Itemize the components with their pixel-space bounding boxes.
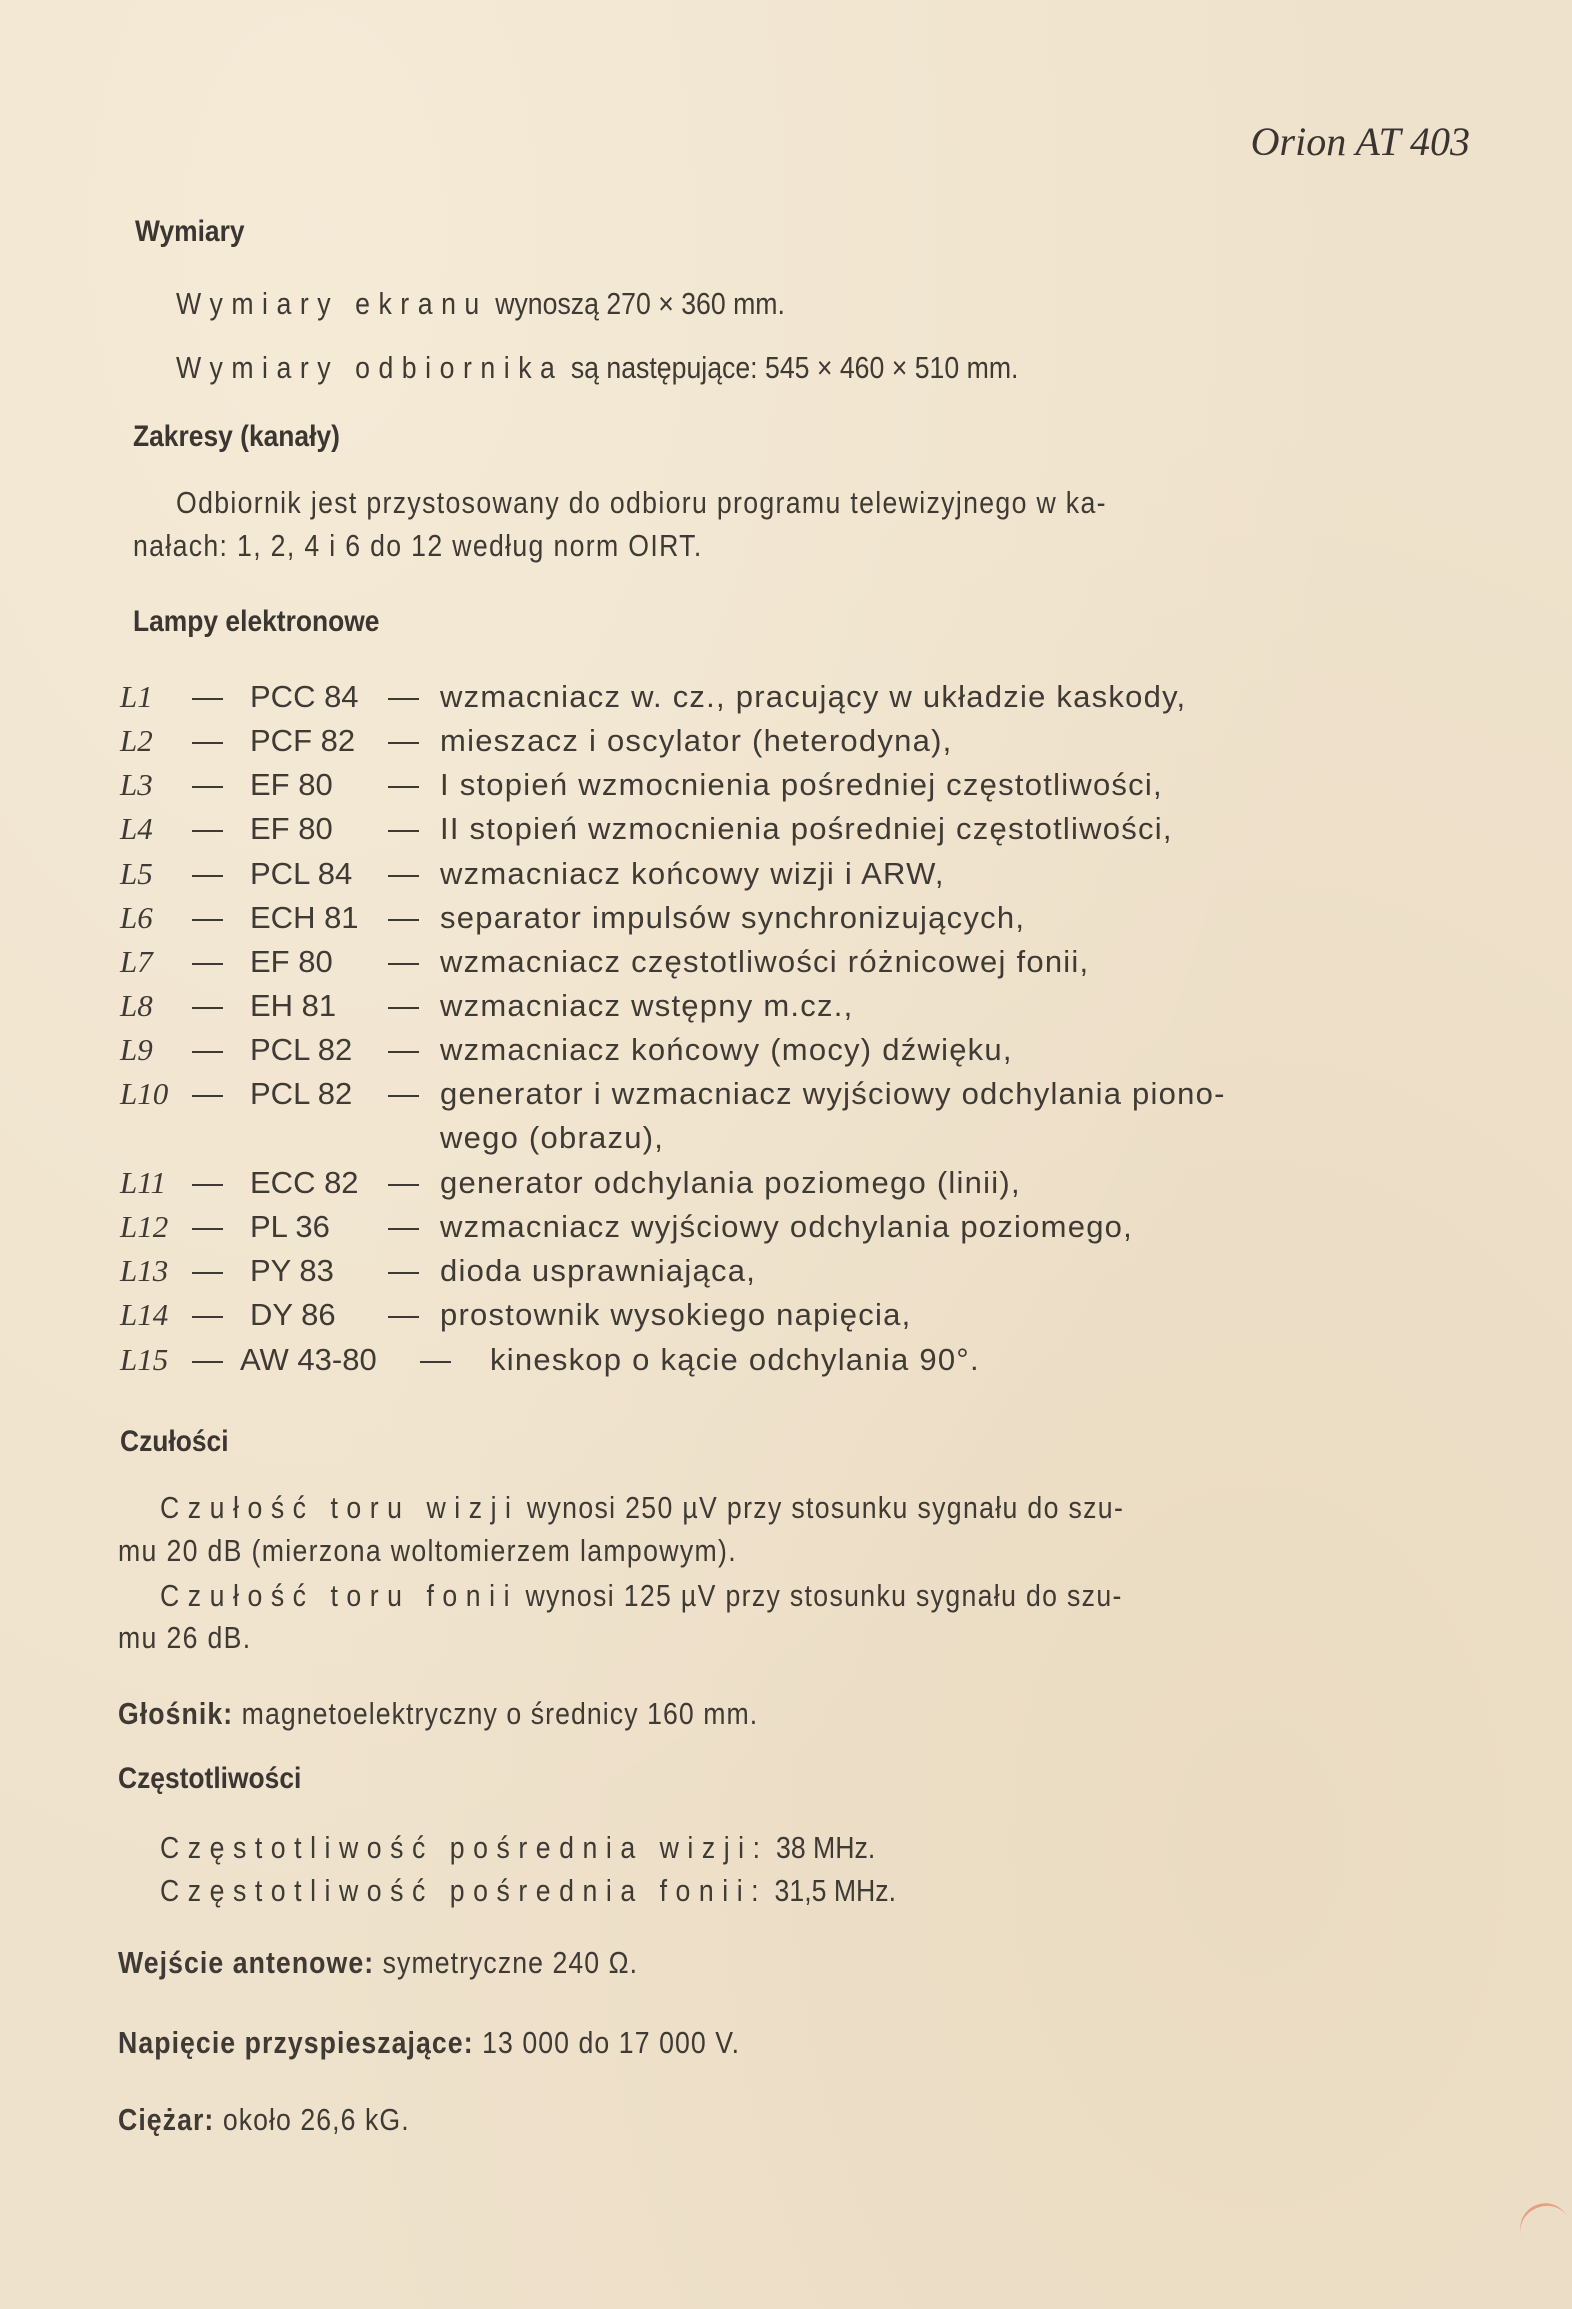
dash: — [192,1342,223,1377]
receiver-dimensions-line [176,350,1018,386]
tube-function: wzmacniacz końcowy (mocy) dźwięku, [440,1032,1013,1067]
speaker-line [118,1696,758,1732]
dash: — [192,723,223,758]
field-value: magnetoelektryczny o średnicy 160 mm. [241,1696,759,1731]
section-heading-wymiary: Wymiary [135,215,245,248]
section-heading-lampy: Lampy elektronowe [133,605,380,638]
if-audio-line [160,1873,896,1909]
tube-id: L6 [120,900,153,935]
tube-type: PCC 84 [250,679,359,714]
tube-function: generator odchylania poziomego (linii), [440,1165,1021,1200]
field-label: Wejście antenowe: [118,1945,375,1980]
tube-type: PCL 84 [250,856,353,891]
spaced-label: Czułość toru wizji [160,1490,520,1525]
dash: — [388,1165,419,1200]
tube-function: wzmacniacz częstotliwości różnicowej fonii, [440,944,1090,979]
dash: — [192,679,223,714]
field-value: około 26,6 kG. [222,2102,410,2137]
dash: — [388,988,419,1023]
tube-id: L1 [120,679,153,714]
tube-id: L5 [120,856,153,891]
screen-dimensions-line [176,286,785,322]
field-label: Ciężar: [118,2102,215,2137]
section-heading-czestotliwosci: Częstotliwości [118,1762,302,1795]
tube-type: ECH 81 [250,900,359,935]
dash: — [388,811,419,846]
tube-function: II stopień wzmocnienia pośredniej częstotliwości, [440,811,1173,846]
dash: — [388,856,419,891]
dash: — [388,1209,419,1244]
tube-function: dioda usprawniająca, [440,1253,757,1288]
tube-id: L2 [120,723,153,758]
dash: — [192,767,223,802]
field-value: 38 MHz. [775,1830,876,1865]
tube-function: mieszacz i oscylator (heterodyna), [440,723,953,758]
antenna-input-line [118,1945,638,1981]
field-value: symetryczne 240 Ω. [382,1945,639,1980]
tube-id: L12 [120,1209,169,1244]
line-text: wynoszą 270 × 360 mm. [495,286,785,321]
spaced-label: Wymiary ekranu [176,286,488,321]
paragraph-line: nałach: 1, 2, 4 i 6 do 12 według norm OIRT. [133,528,703,563]
spaced-label: Wymiary odbiornika [176,350,564,385]
tube-function: wzmacniacz wstępny m.cz., [440,988,854,1023]
tube-id: L11 [120,1165,166,1200]
paper-stain-mark [1513,2196,1569,2237]
tube-type: ECC 82 [250,1165,359,1200]
tube-type: EF 80 [250,767,333,802]
tube-type: AW 43-80 [240,1342,377,1377]
field-label: Głośnik: [118,1696,234,1731]
line-text: wynosi 125 µV przy stosunku sygnału do szu- [525,1578,1123,1613]
dash: — [192,1297,223,1332]
dash: — [192,1076,223,1111]
spaced-label: Częstotliwość pośrednia fonii: [160,1873,768,1908]
tube-function: wzmacniacz w. cz., pracujący w układzie kaskody, [440,679,1187,714]
dash: — [388,767,419,802]
dash: — [192,856,223,891]
tube-id: L14 [120,1297,169,1332]
spaced-label: Częstotliwość pośrednia wizji: [160,1830,769,1865]
tube-function-continuation: wego (obrazu), [440,1120,665,1155]
tube-function: generator i wzmacniacz wyjściowy odchylania piono- [440,1076,1226,1111]
dash: — [420,1342,451,1377]
dash: — [192,1253,223,1288]
dash: — [192,944,223,979]
tube-id: L4 [120,811,153,846]
paragraph-line: mu 26 dB. [118,1620,252,1655]
dash: — [192,811,223,846]
dash: — [388,1032,419,1067]
dash: — [192,900,223,935]
tube-id: L10 [120,1076,169,1111]
tube-type: PCL 82 [250,1032,353,1067]
page-header-title: Orion AT 403 [1250,119,1470,164]
acceleration-voltage-line [118,2025,740,2061]
tube-id: L7 [120,944,153,979]
section-heading-zakresy: Zakresy (kanały) [133,420,340,453]
spaced-label: Czułość toru fonii [160,1578,519,1613]
tube-function: separator impulsów synchronizujących, [440,900,1026,935]
dash: — [192,1165,223,1200]
field-value: 13 000 do 17 000 V. [482,2025,741,2060]
tube-type: PCF 82 [250,723,356,758]
dash: — [192,988,223,1023]
tube-id: L3 [120,767,153,802]
section-heading-czulosci: Czułości [120,1425,229,1458]
dash: — [192,1032,223,1067]
tube-function: wzmacniacz wyjściowy odchylania poziomego, [440,1209,1134,1244]
dash: — [388,900,419,935]
tube-type: PL 36 [250,1209,330,1244]
tube-type: DY 86 [250,1297,336,1332]
tube-type: EF 80 [250,944,333,979]
sensitivity-video-line [160,1490,1124,1526]
tube-id: L13 [120,1253,169,1288]
line-text: są następujące: 545 × 460 × 510 mm. [570,350,1019,385]
tube-type: PCL 82 [250,1076,353,1111]
tube-id: L9 [120,1032,153,1067]
dash: — [388,1253,419,1288]
field-label: Napięcie przyspieszające: [118,2025,474,2060]
tube-function: wzmacniacz końcowy wizji i ARW, [440,856,945,891]
line-text: wynosi 250 µV przy stosunku sygnału do szu- [526,1490,1125,1525]
dash: — [388,679,419,714]
tube-id: L15 [120,1342,169,1377]
if-video-line [160,1830,875,1866]
dash: — [192,1209,223,1244]
dash: — [388,944,419,979]
tube-type: EF 80 [250,811,333,846]
tube-id: L8 [120,988,153,1023]
field-value: 31,5 MHz. [774,1873,897,1908]
dash: — [388,723,419,758]
weight-line [118,2102,410,2138]
tube-function: prostownik wysokiego napięcia, [440,1297,912,1332]
tube-function: kineskop o kącie odchylania 90°. [490,1342,980,1377]
paragraph-line: Odbiornik jest przystosowany do odbioru programu telewizyjnego w ka- [176,485,1107,520]
tube-type: EH 81 [250,988,337,1023]
dash: — [388,1297,419,1332]
dash: — [388,1076,419,1111]
tube-type: PY 83 [250,1253,334,1288]
tube-function: I stopień wzmocnienia pośredniej częstotliwości, [440,767,1163,802]
sensitivity-audio-line [160,1578,1123,1614]
paragraph-line: mu 20 dB (mierzona woltomierzem lampowym). [118,1533,737,1568]
